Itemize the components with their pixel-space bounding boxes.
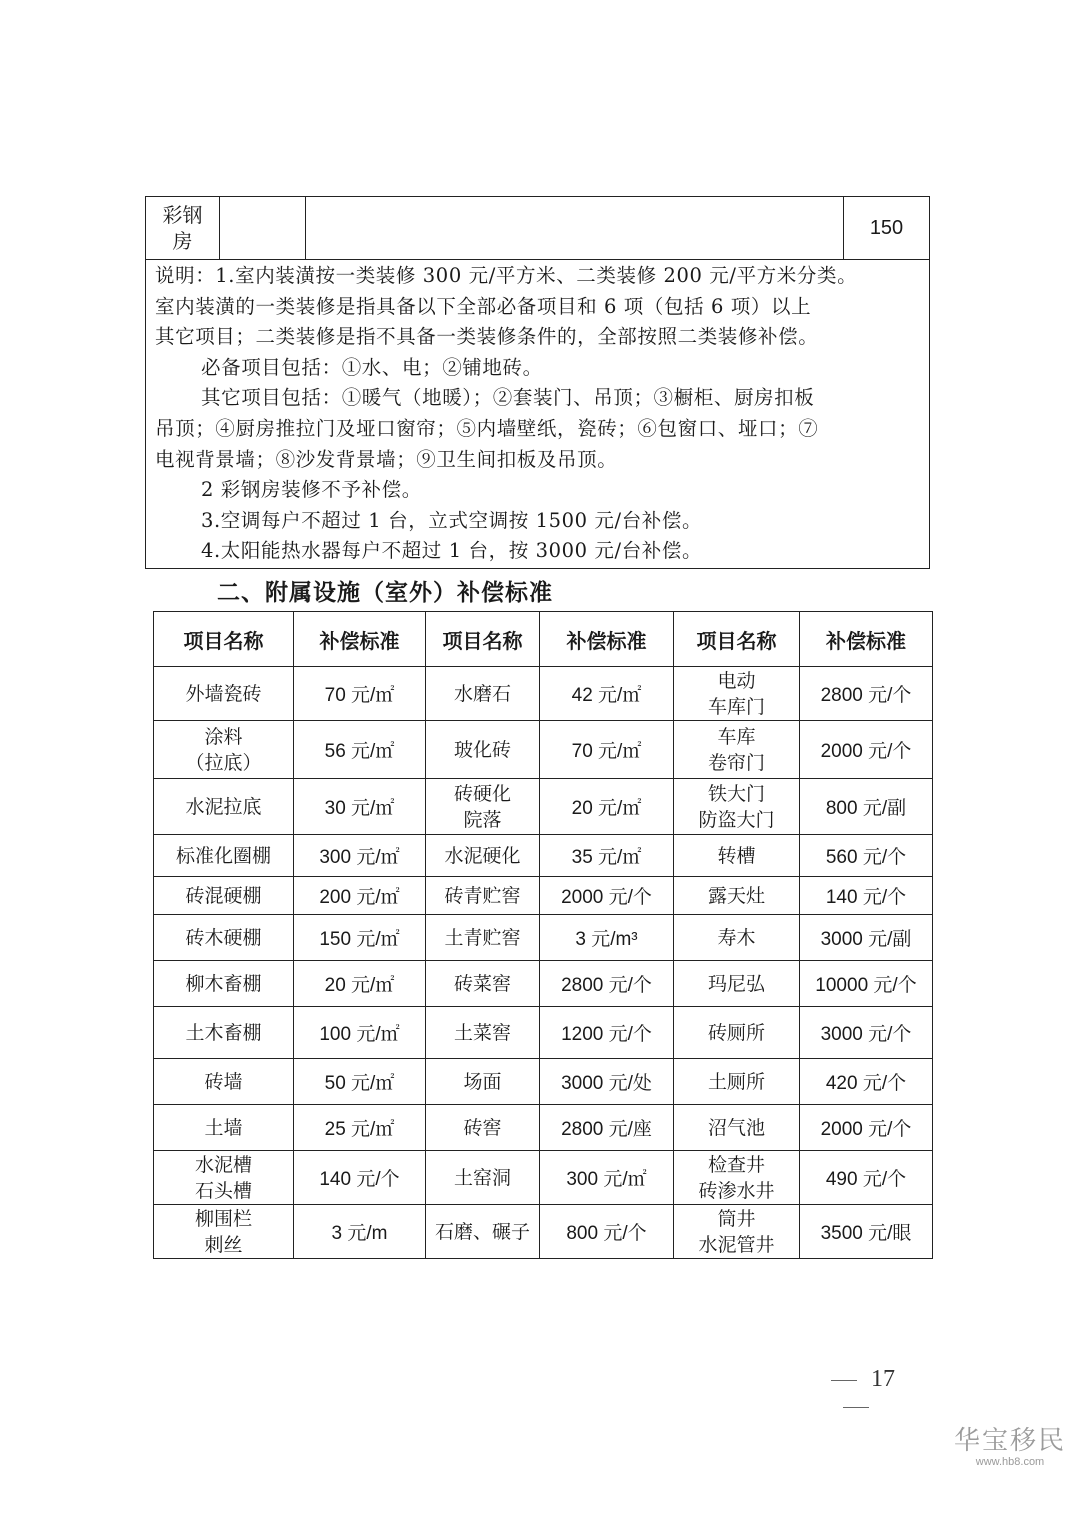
item-name-cell: 砖硬化 院落 (426, 779, 540, 835)
note-line: 必备项目包括：①水、电；②铺地砖。 (201, 355, 543, 379)
col-header-standard: 补偿标准 (294, 612, 426, 667)
standard-cell: 56 元/㎡ (294, 721, 426, 779)
note-line: 其它项目包括：①暖气（地暖）；②套装门、吊顶；③橱柜、厨房扣板 (201, 386, 815, 410)
item-name-cell: 砖木硬棚 (154, 915, 294, 961)
standard-cell: 150 元/㎡ (294, 915, 426, 961)
page-number-text: 17 (871, 1366, 895, 1392)
standard-cell: 25 元/㎡ (294, 1105, 426, 1151)
item-name-cell: 标准化圈棚 (154, 835, 294, 877)
standard-cell: 50 元/㎡ (294, 1059, 426, 1105)
empty-cell (220, 197, 306, 260)
standard-cell: 800 元/个 (540, 1205, 674, 1259)
standard-cell: 200 元/㎡ (294, 877, 426, 915)
item-name-cell: 筒井 水泥管井 (674, 1205, 800, 1259)
table-row (154, 1007, 933, 1059)
table-row (154, 1151, 933, 1205)
col-header-item-name: 项目名称 (426, 612, 540, 667)
standard-cell: 3000 元/处 (540, 1059, 674, 1105)
col-header-item-name: 项目名称 (154, 612, 294, 667)
standard-cell: 3000 元/副 (800, 915, 933, 961)
dash-left (831, 1380, 857, 1381)
item-name-cell: 检查井 砖渗水井 (674, 1151, 800, 1205)
note-line: 电视背景墙；⑧沙发背景墙；⑨卫生间扣板及吊顶。 (155, 447, 618, 471)
standard-cell: 2800 元/个 (540, 961, 674, 1007)
page-number (798, 1366, 914, 1420)
item-name-cell: 车库 卷帘门 (674, 721, 800, 779)
standard-cell: 300 元/㎡ (294, 835, 426, 877)
standard-cell: 35 元/㎡ (540, 835, 674, 877)
standard-cell: 560 元/个 (800, 835, 933, 877)
item-name-cell: 砖窖 (426, 1105, 540, 1151)
standard-cell: 2000 元/个 (540, 877, 674, 915)
standard-cell: 490 元/个 (800, 1151, 933, 1205)
item-name-cell: 土厕所 (674, 1059, 800, 1105)
item-name-cell: 沼气池 (674, 1105, 800, 1151)
item-name-cell: 场面 (426, 1059, 540, 1105)
standard-cell: 3 元/m (294, 1205, 426, 1259)
standard-cell: 70 元/㎡ (540, 721, 674, 779)
watermark-text: 华宝移民 (953, 1426, 1066, 1456)
table-row (154, 667, 933, 721)
dash-right (843, 1407, 869, 1408)
notes-cell (146, 260, 930, 569)
standard-cell: 100 元/㎡ (294, 1007, 426, 1059)
item-name-cell: 铁大门 防盗大门 (674, 779, 800, 835)
item-name-cell: 外墙瓷砖 (154, 667, 294, 721)
item-name-cell: 涂料 （拉底） (154, 721, 294, 779)
col-header-standard: 补偿标准 (800, 612, 933, 667)
item-name-cell: 砖菜窖 (426, 961, 540, 1007)
standard-cell: 2000 元/个 (800, 1105, 933, 1151)
item-name-cell: 水泥硬化 (426, 835, 540, 877)
col-header-item-name: 项目名称 (674, 612, 800, 667)
table-row (154, 721, 933, 779)
item-name-cell: 柳木畜棚 (154, 961, 294, 1007)
item-name-cell: 寿木 (674, 915, 800, 961)
header-row (154, 612, 933, 667)
item-value-cell (844, 197, 930, 260)
standard-cell: 2800 元/个 (800, 667, 933, 721)
table-row (154, 961, 933, 1007)
item-name-cell: 露天灶 (674, 877, 800, 915)
note-line: 3.空调每户不超过 1 台，立式空调按 1500 元/台补偿。 (201, 508, 703, 532)
item-name-cell: 转槽 (674, 835, 800, 877)
note-line: 室内装潢的一类装修是指具备以下全部必备项目和 6 项（包括 6 项）以上 (155, 294, 812, 318)
item-name-cell: 土窑洞 (426, 1151, 540, 1205)
table-row (154, 835, 933, 877)
item-name-cell: 石磨、碾子 (426, 1205, 540, 1259)
item-name-cell: 水泥槽 石头槽 (154, 1151, 294, 1205)
table-body (154, 667, 933, 1259)
item-name-cell: 水磨石 (426, 667, 540, 721)
renovation-table-fragment (145, 196, 930, 569)
table-row (154, 1105, 933, 1151)
table-row (154, 915, 933, 961)
item-name-cell: 柳围栏 刺丝 (154, 1205, 294, 1259)
col-header-standard: 补偿标准 (540, 612, 674, 667)
watermark (950, 1426, 1070, 1469)
standard-cell: 1200 元/个 (540, 1007, 674, 1059)
standard-cell: 2800 元/座 (540, 1105, 674, 1151)
standard-cell: 42 元/㎡ (540, 667, 674, 721)
item-name-cell: 水泥拉底 (154, 779, 294, 835)
standard-cell: 20 元/㎡ (294, 961, 426, 1007)
standard-cell: 3 元/m³ (540, 915, 674, 961)
item-name-cell (146, 197, 220, 260)
note-line: 其它项目；二类装修是指不具备一类装修条件的，全部按照二类装修补偿。 (155, 325, 819, 349)
table-row (154, 1205, 933, 1259)
standard-cell: 300 元/㎡ (540, 1151, 674, 1205)
item-name-cell: 土青贮窖 (426, 915, 540, 961)
item-name-cell: 砖厕所 (674, 1007, 800, 1059)
item-name-cell: 砖青贮窖 (426, 877, 540, 915)
notes-row (146, 260, 930, 569)
item-name: 彩钢 房 (162, 203, 203, 253)
item-name-cell: 电动 车库门 (674, 667, 800, 721)
standard-cell: 2000 元/个 (800, 721, 933, 779)
standard-cell: 70 元/㎡ (294, 667, 426, 721)
note-line: 吊顶；④厨房推拉门及垭口窗帘；⑤内墙壁纸，瓷砖；⑥包窗口、垭口；⑦ (155, 416, 819, 440)
item-name-cell: 土菜窖 (426, 1007, 540, 1059)
table-row (154, 877, 933, 915)
item-name-cell: 土木畜棚 (154, 1007, 294, 1059)
table-row (146, 197, 930, 260)
standard-cell: 140 元/个 (294, 1151, 426, 1205)
item-name-cell: 玻化砖 (426, 721, 540, 779)
standard-cell: 800 元/副 (800, 779, 933, 835)
standard-cell: 20 元/㎡ (540, 779, 674, 835)
standard-cell: 10000 元/个 (800, 961, 933, 1007)
compensation-table (153, 611, 933, 1259)
standard-cell: 3500 元/眼 (800, 1205, 933, 1259)
table-row (154, 1059, 933, 1105)
note-line: 说明：1.室内装潢按一类装修 300 元/平方米、二类装修 200 元/平方米分类。 (155, 264, 858, 287)
note-line: 4.太阳能热水器每户不超过 1 台，按 3000 元/台补偿。 (201, 539, 703, 563)
item-name-cell: 玛尼弘 (674, 961, 800, 1007)
table-row (154, 779, 933, 835)
standard-cell: 420 元/个 (800, 1059, 933, 1105)
note-line: 2 彩钢房装修不予补偿。 (201, 478, 422, 502)
item-name-cell: 砖混硬棚 (154, 877, 294, 915)
watermark-url: www.hb8.com (975, 1456, 1045, 1468)
standard-cell: 140 元/个 (800, 877, 933, 915)
empty-cell (306, 197, 844, 260)
item-name-cell: 土墙 (154, 1105, 294, 1151)
standard-cell: 30 元/㎡ (294, 779, 426, 835)
item-name-cell: 砖墙 (154, 1059, 294, 1105)
item-value: 150 (869, 216, 904, 239)
section-heading: 二、附属设施（室外）补偿标准 (217, 580, 553, 606)
standard-cell: 3000 元/个 (800, 1007, 933, 1059)
